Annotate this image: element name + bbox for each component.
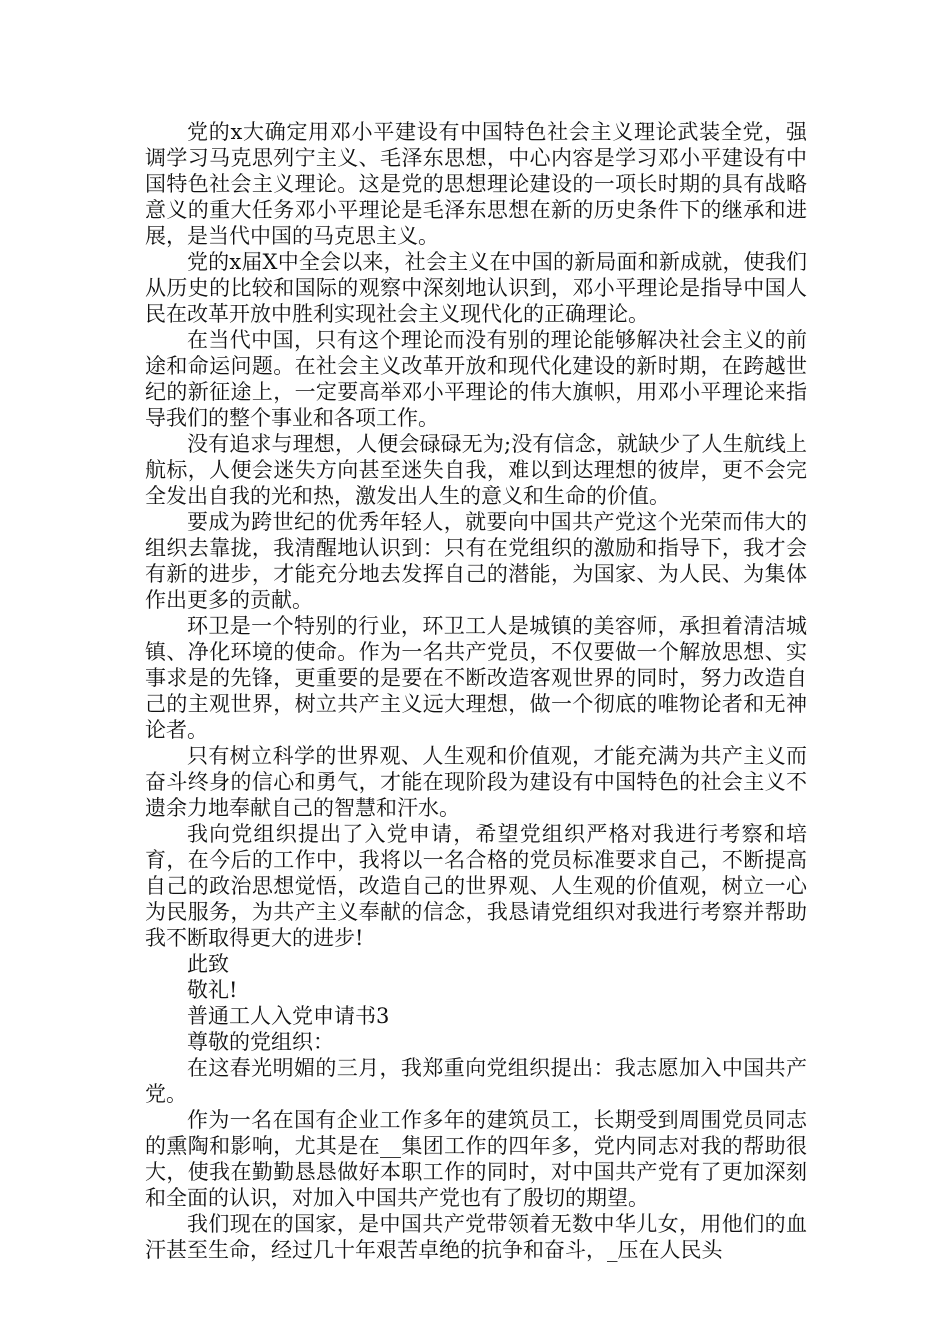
closing-line: 敬礼! (187, 978, 238, 1002)
body-paragraph: 党的x大确定用邓小平建设有中国特色社会主义理论武装全党，强调学习马克思列宁主义、毛泽东思想，中心内容是学习邓小平建设有中国特色社会主义理论。这是党的思想理论建设的一项长时期的具有战略意义的重大任务邓小平理论是毛泽东思想在新的历史条件下的继承和进展，是当代中国的马克思主义。 (145, 120, 807, 248)
section-title: 普通工人入党申请书3 (187, 1004, 390, 1028)
body-paragraph: 在这春光明媚的三月，我郑重向党组织提出：我志愿加入中国共产党。 (145, 1056, 807, 1106)
body-paragraph: 党的x届X中全会以来，社会主义在中国的新局面和新成就，使我们从历史的比较和国际的观察中深刻地认识到，邓小平理论是指导中国人民在改革开放中胜利实现社会主义现代化的正确理论。 (145, 250, 807, 326)
salutation: 尊敬的党组织： (187, 1030, 334, 1054)
body-paragraph: 我们现在的国家，是中国共产党带领着无数中华儿女，用他们的血汗甚至生命，经过几十年艰苦卓绝的抗争和奋斗，_压在人民头 (145, 1212, 807, 1262)
body-paragraph: 只有树立科学的世界观、人生观和价值观，才能充满为共产主义而奋斗终身的信心和勇气，才能在现阶段为建设有中国特色的社会主义不遗余力地奉献自己的智慧和汗水。 (145, 744, 807, 820)
body-paragraph: 要成为跨世纪的优秀年轻人，就要向中国共产党这个光荣而伟大的组织去靠拢，我清醒地认识到：只有在党组织的激励和指导下，我才会有新的进步，才能充分地去发挥自己的潜能，为国家、为人民、为集体作出更多的贡献。 (145, 510, 807, 612)
body-paragraph: 环卫是一个特别的行业，环卫工人是城镇的美容师，承担着清洁城镇、净化环境的使命。作为一名共产党员，不仅要做一个解放思想、实事求是的先锋，更重要的是要在不断改造客观世界的同时，努力改造自己的主观世界，树立共产主义远大理想，做一个彻底的唯物论者和无神论者。 (145, 614, 807, 742)
body-paragraph: 作为一名在国有企业工作多年的建筑员工，长期受到周围党员同志的熏陶和影响，尤其是在__集团工作的四年多，党内同志对我的帮助很大，使我在勤勤恳恳做好本职工作的同时，对中国共产党有了更加深刻和全面的认识，对加入中国共产党也有了殷切的期望。 (145, 1108, 807, 1210)
body-paragraph: 我向党组织提出了入党申请，希望党组织严格对我进行考察和培育，在今后的工作中，我将以一名合格的党员标准要求自己，不断提高自己的政治思想觉悟，改造自己的世界观、人生观的价值观，树立一心为民服务，为共产主义奉献的信念，我恳请党组织对我进行考察并帮助我不断取得更大的进步! (145, 822, 807, 950)
body-paragraph: 在当代中国，只有这个理论而没有别的理论能够解决社会主义的前途和命运问题。在社会主义改革开放和现代化建设的新时期，在跨越世纪的新征途上，一定要高举邓小平理论的伟大旗帜，用邓小平理论来指导我们的整个事业和各项工作。 (145, 328, 807, 430)
closing-line: 此致 (187, 952, 229, 976)
body-paragraph: 没有追求与理想，人便会碌碌无为;没有信念，就缺少了人生航线上航标，人便会迷失方向甚至迷失自我，难以到达理想的彼岸，更不会完全发出自我的光和热，激发出人生的意义和生命的价值。 (145, 432, 807, 508)
document-page (145, 119, 807, 1263)
